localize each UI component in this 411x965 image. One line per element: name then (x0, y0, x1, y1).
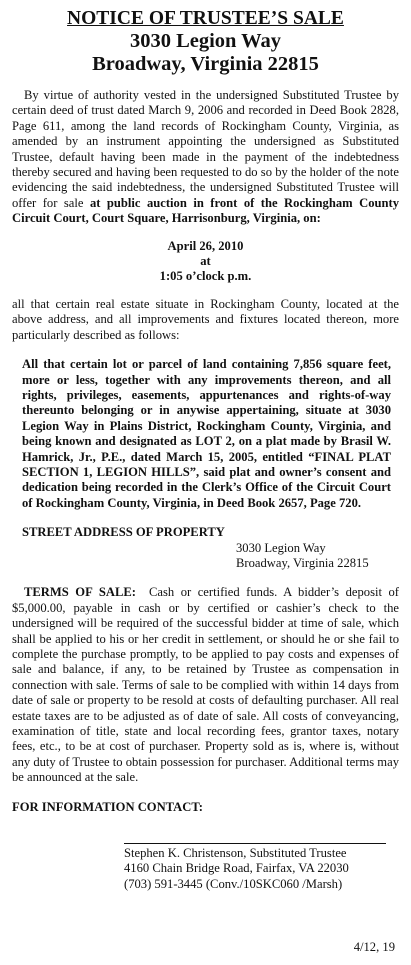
terms-paragraph (12, 585, 399, 785)
property-street-title: 3030 Legion Way (129, 30, 282, 52)
property-city-title: Broadway, Virginia 22815 (92, 53, 319, 75)
intro-paragraph (12, 88, 399, 227)
auction-date: April 26, 2010 (167, 238, 244, 253)
street-address-block (22, 525, 399, 571)
auction-datetime (12, 239, 399, 285)
publication-dates: 4/12, 19 (353, 940, 395, 954)
auction-at: at (200, 254, 211, 269)
terms-heading: TERMS OF SALE: (24, 585, 136, 600)
contact-address: 4160 Chain Bridge Road, Fairfax, VA 22030 (124, 861, 349, 876)
legal-description: All that certain lot or parcel of land containing 7,856 square feet, more or less, together with any improvements thereon, and all rights, privileges, easements, appurtenances and rights-of-way thereunto belonging or in anywise appertaining, situate at 3030 Legion Way in Plains District, Rockingham County, Virginia, and being known and designated as LOT 2, on a plat made by Brasil W. Hamrick, Jr., P.E., dated March 15, 2005, entitled “FINAL PLAT SECTION 1, LEGION HILLS”, said plat and owner’s consent and dedication being recorded in the Clerk’s Office of the Circuit Court of Rockingham County, Virginia, in Deed Book 2657, Page 720. (22, 357, 391, 510)
notice-title: NOTICE OF TRUSTEE’S SALE (67, 8, 344, 29)
street-address-line2: Broadway, Virginia 22815 (236, 555, 369, 570)
street-address-line1: 3030 Legion Way (236, 540, 326, 555)
contact-heading: FOR INFORMATION CONTACT: (12, 799, 203, 814)
property-intro: all that certain real estate situate in Rockingham County, located at the above address, and all improvements and fixtures located thereon, more particularly described as follows: (12, 296, 399, 342)
intro-text: By virtue of authority vested in the undersigned Substituted Trustee by certain deed of trust dated March 9, 2006 and recorded in Deed Book 2828, Page 611, among the land records of Rockingham County, Virginia, as amended by an instrument appointing the undersigned as Substituted Trustee, default having been made in the payment of the indebtedness thereby secured and having been requested to do so by the holder of the note evidencing the said indebtedness, the undersigned Substituted Trustee will offer for sale (12, 88, 399, 210)
auction-time: 1:05 o’clock p.m. (159, 269, 252, 284)
contact-name: Stephen K. Christenson, Substituted Trustee (124, 846, 347, 861)
contact-signature-block (124, 843, 386, 892)
intro-auction-location: at public auction in front of the Rockingham County Circuit Court, Court Square, Harrisonburg, Virginia, on: (12, 195, 400, 226)
street-address-heading: STREET ADDRESS OF PROPERTY (22, 525, 225, 540)
contact-phone: (703) 591-3445 (Conv./10SKC060 /Marsh) (124, 876, 343, 891)
terms-text: Cash or certified funds. A bidder’s deposit of $5,000.00, payable in cash or by certified or cashier’s check to the undersigned will be required of the successful bidder at time of sale, which shall be applied to his or her credit in settlement, or should he or she fail to complete the purchase promptly, to be applied to pay costs and expenses of sale and balance, if any, to be retained by Trustee as compensation in connection with sale. Terms of sale to be complied with within 14 days from date of sale or property to be resold at costs of defaulting purchaser. All real estate taxes are to be adjusted as of date of sale. All costs of conveyancing, examination of title, state and local recording fees, grantor taxes, notary fees, etc., to be at cost of purchaser. Property sold as is, where is, without any duty of Trustee to obtain possession for purchaser. Additional terms may be announced at the sale. (12, 585, 399, 785)
